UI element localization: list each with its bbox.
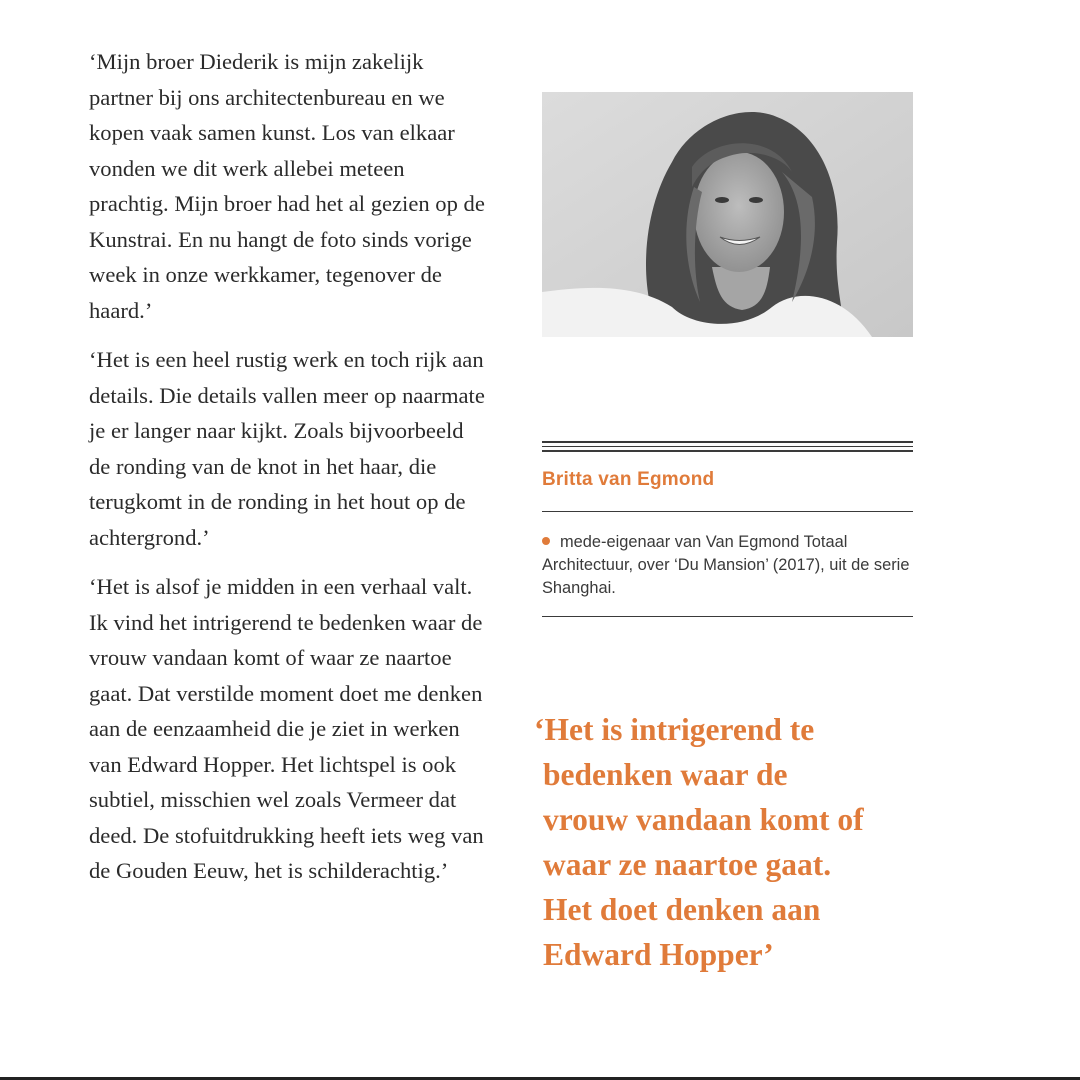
pull-quote-line: ‘Het is intrigerend te bbox=[534, 712, 815, 747]
article-paragraph: ‘Het is alsof je midden in een verhaal valt. Ik vind het intrigerend te bedenken waar de vrouw vandaan komt of waar ze naartoe gaat. Dat verstilde moment doet me denken aan de eenzaamheid die je ziet in werken van Edward Hopper. Het lichtspel is ook subtiel, misschien wel zoals Vermeer dat deed. De stofuitdrukking heeft iets weg van de Gouden Eeuw, het is schilderachtig.’ bbox=[89, 574, 484, 883]
divider bbox=[542, 616, 913, 617]
portrait-photo bbox=[542, 92, 913, 337]
divider bbox=[542, 511, 913, 512]
pull-quote-line: vrouw vandaan komt of bbox=[543, 802, 864, 837]
profile-caption bbox=[542, 531, 913, 600]
pull-quote-line: Edward Hopper’ bbox=[543, 937, 774, 972]
pull-quote-line: waar ze naartoe gaat. bbox=[543, 847, 832, 882]
article-paragraph: ‘Het is een heel rustig werk en toch rijk aan details. Die details vallen meer op naarmate je er langer naar kijkt. Zoals bijvoorbeeld de ronding van de knot in het haar, die terugkomt in de ronding in het hout op de achtergrond.’ bbox=[89, 347, 485, 550]
bullet-dot-icon bbox=[542, 537, 550, 545]
section-double-rule bbox=[542, 441, 913, 453]
profile-name: Britta van Egmond bbox=[542, 469, 715, 490]
pull-quote bbox=[534, 707, 974, 977]
profile-caption-text: mede-eigenaar van Van Egmond Totaal Architectuur, over ‘Du Mansion’ (2017), uit de serie Shanghai. bbox=[542, 533, 910, 597]
article-body bbox=[89, 44, 489, 903]
pull-quote-line: bedenken waar de bbox=[543, 757, 788, 792]
pull-quote-line: Het doet denken aan bbox=[543, 892, 821, 927]
portrait-illustration bbox=[542, 92, 913, 337]
article-paragraph: ‘Mijn broer Diederik is mijn zakelijk partner bij ons architectenbureau en we kopen vaak samen kunst. Los van elkaar vonden we dit werk allebei meteen prachtig. Mijn broer had het al gezien op de Kunstrai. En nu hangt de foto sinds vorige week in onze werkkamer, tegenover de haard.’ bbox=[89, 49, 485, 323]
